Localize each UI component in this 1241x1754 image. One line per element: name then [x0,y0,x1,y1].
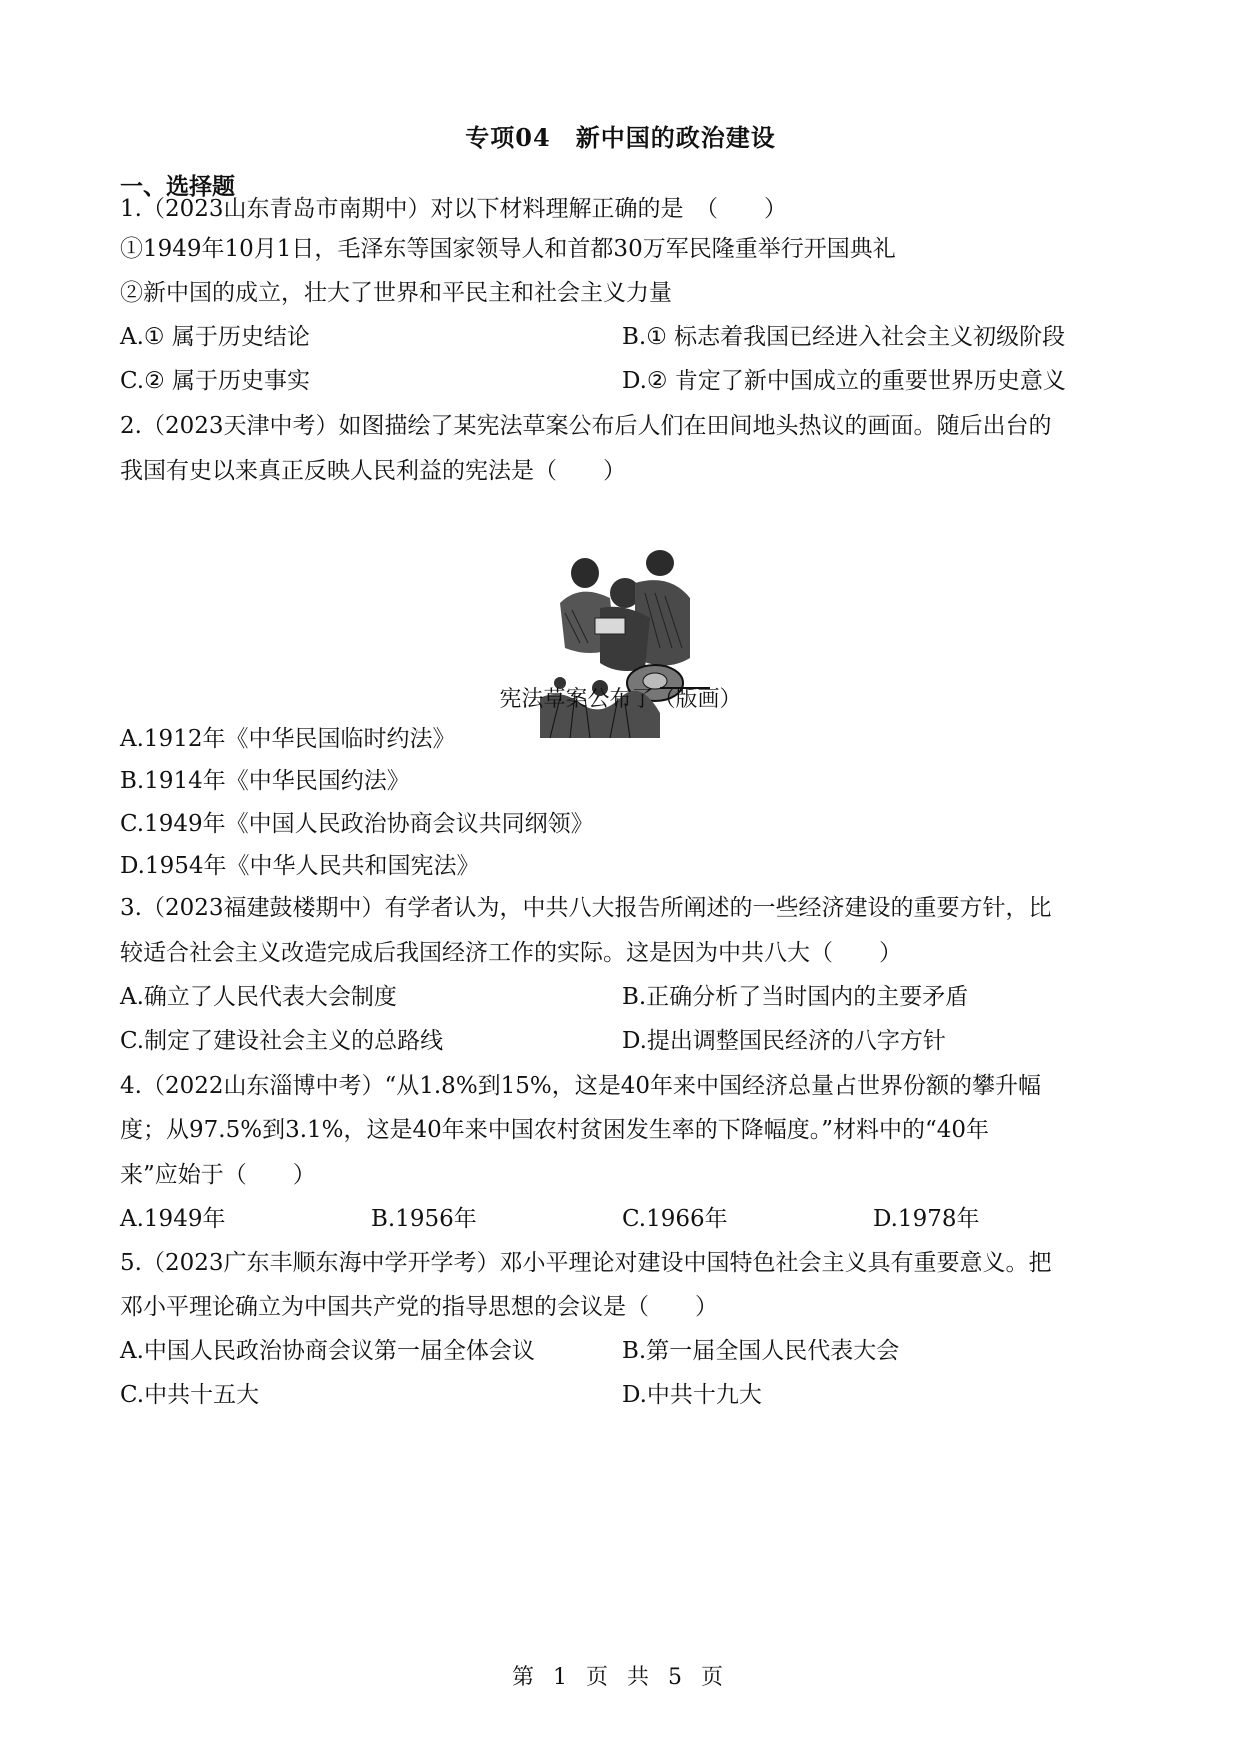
q4-option-b: B.1956年 [371,1206,477,1232]
q2-option-c: C.1949年《中国人民政治协商会议共同纲领》 [120,811,594,837]
q2-option-b: B.1914年《中华民国约法》 [120,768,410,794]
q5-option-c: C.中共十五大 [120,1382,260,1408]
q3-stem-line-1: 3.（2023福建鼓楼期中）有学者认为，中共八大报告所阐述的一些经济建设的重要方针，比 [120,895,1052,921]
page-footer: 第 1 页 共 5 页 [512,1665,729,1690]
q1-option-d: D.② 肯定了新中国成立的重要世界历史意义 [622,368,1066,394]
page-title: 专项04 新中国的政治建设 [465,123,776,152]
q3-option-d: D.提出调整国民经济的八字方针 [622,1028,946,1054]
q5-option-b: B.第一届全国人民代表大会 [622,1338,900,1364]
q4-stem-line-2: 度；从97.5%到3.1%，这是40年来中国农村贫困发生率的下降幅度。”材料中的“40年 [120,1117,990,1143]
q2-option-d: D.1954年《中华人民共和国宪法》 [120,853,480,879]
q4-option-a: A.1949年 [120,1206,226,1232]
q4-stem-line-3: 来”应始于（ ） [120,1162,316,1188]
q3-stem-line-2: 较适合社会主义改造完成后我国经济工作的实际。这是因为中共八大（ ） [120,940,902,966]
q3-option-a: A.确立了人民代表大会制度 [120,984,397,1010]
q1-material-1: ①1949年10月1日，毛泽东等国家领导人和首都30万军民隆重举行开国典礼 [120,236,896,262]
q2-stem-line-2: 我国有史以来真正反映人民利益的宪法是（ ） [120,458,626,484]
q5-option-d: D.中共十九大 [622,1382,762,1408]
q1-option-c: C.② 属于历史事实 [120,368,311,394]
q1-stem: 1.（2023山东青岛市南期中）对以下材料理解正确的是 （ ） [120,196,787,222]
q2-option-a: A.1912年《中华民国临时约法》 [120,726,456,752]
q1-option-b: B.① 标志着我国已经进入社会主义初级阶段 [622,324,1066,350]
q5-stem-line-1: 5.（2023广东丰顺东海中学开学考）邓小平理论对建设中国特色社会主义具有重要意义。把 [120,1250,1052,1276]
q3-option-b: B.正确分析了当时国内的主要矛盾 [622,984,969,1010]
q4-stem-line-1: 4.（2022山东淄博中考）“从1.8%到15%，这是40年来中国经济总量占世界份额的攀升幅 [120,1073,1042,1099]
q1-option-a: A.① 属于历史结论 [120,324,310,350]
q2-stem-line-1: 2.（2023天津中考）如图描绘了某宪法草案公布后人们在田间地头热议的画面。随后出台的 [120,413,1052,439]
section-heading: 一、选择题 [120,173,235,200]
q5-stem-line-2: 邓小平理论确立为中国共产党的指导思想的会议是（ ） [120,1294,718,1320]
q1-material-2: ②新中国的成立，壮大了世界和平民主和社会主义力量 [120,280,672,306]
q4-option-d: D.1978年 [873,1206,980,1232]
figure-caption: 宪法草案公布了（版画） [499,687,742,712]
q5-option-a: A.中国人民政治协商会议第一届全体会议 [120,1338,535,1364]
q4-option-c: C.1966年 [622,1206,728,1232]
q3-option-c: C.制定了建设社会主义的总路线 [120,1028,444,1054]
